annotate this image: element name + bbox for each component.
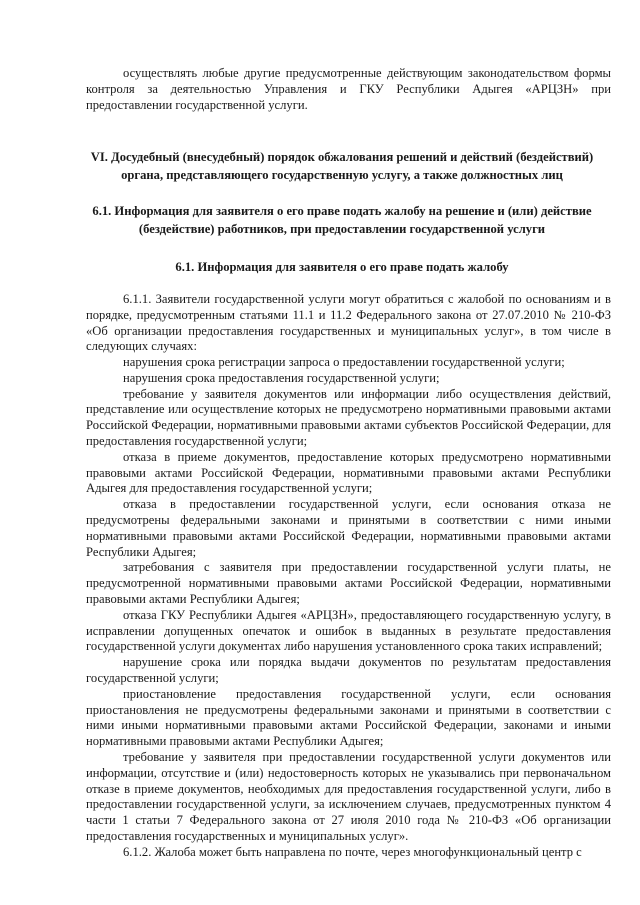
list-item: нарушения срока предоставления государственной услуги; bbox=[123, 370, 440, 385]
complaint-cases-list bbox=[86, 355, 611, 861]
list-item: нарушения срока регистрации запроса о предоставлении государственной услуги; bbox=[123, 355, 565, 369]
paragraph-6-1-1: 6.1.1. Заявители государственной услуги могут обратиться с жалобой по основаниям и в порядке, предусмотренным статьями 11.1 и 11.2 Федерального закона от 27.07.2010 № 210-ФЗ «Об организации предоставления государственных и муниципальных услуг», в том числе в следующих случаях: bbox=[86, 292, 611, 354]
subsection-heading: 6.1. Информация для заявителя о его праве подать жалобу на решение и (или) действие (бездействие) работников, при предоставлении государственной услуги bbox=[92, 204, 592, 236]
list-item: требование у заявителя документов или информации либо осуществления действий, представление или осуществление которых не предусмотрено нормативными правовыми актами Российской Федерации, нормативными правовыми актами субъектов Российской Федерации, для предоставления государственной услуги; bbox=[86, 386, 611, 448]
sub-subsection-heading: 6.1. Информация для заявителя о его праве подать жалобу bbox=[175, 260, 509, 274]
intro-paragraph: осуществлять любые другие предусмотренные действующим законодательством формы контроля за деятельностью Управления и ГКУ Республики Адыгея «АРЦЗН» при предоставлении государственной услуги. bbox=[86, 66, 611, 112]
list-item: приостановление предоставления государственной услуги, если основания приостановления не предусмотрены федеральными законами и принятыми в соответствии с ними иными нормативными правовыми актами Российской Федерации, законами и иными нормативными правовыми актами Республики Адыгея; bbox=[86, 686, 611, 749]
list-item: отказа в приеме документов, предоставление которых предусмотрено нормативными правовыми актами Российской Федерации, нормативными правовыми актами Республики Адыгея для предоставления государственной услуги; bbox=[86, 449, 611, 496]
section-heading: VI. Досудебный (внесудебный) порядок обжалования решений и действий (бездействий) органа, представляющего государственную услугу, а также должностных лиц bbox=[90, 150, 594, 182]
list-item: отказа в предоставлении государственной услуги, если основания отказа не предусмотрены федеральными законами и принятыми в соответствии с ними иными нормативными правовыми актами Российской Федерации, нормативными правовыми актами Республики Адыгея; bbox=[86, 497, 611, 559]
list-item: затребования с заявителя при предоставлении государственной услуги платы, не предусмотренной нормативными правовыми актами Российской Федерации, нормативными правовыми актами Республики Адыгея; bbox=[86, 560, 611, 606]
list-item: требование у заявителя при предоставлении государственной услуги документов или информации, отсутствие и (или) недостоверность которых не указывались при первоначальном отказе в приеме документов, необходимых для предоставления государственной услуги, либо в предоставлении государственной услуги, за исключением случаев, предусмотренных пунктом 4 части 1 статьи 7 Федерального закона от 27 июля 2010 года № 210-ФЗ «Об организации предоставления государственных и муниципальных услуг». bbox=[86, 749, 611, 843]
paragraph-6-1-2: 6.1.2. Жалоба может быть направлена по почте, через многофункциональный центр с bbox=[123, 844, 582, 859]
list-item: отказа ГКУ Республики Адыгея «АРЦЗН», предоставляющего государственную услугу, в исправлении допущенных опечаток и ошибок в выданных в результате предоставления государственной услуги документах либо нарушения установленного срока таких исправлений; bbox=[86, 607, 611, 654]
list-item: нарушение срока или порядка выдачи документов по результатам предоставления государственной услуги; bbox=[86, 655, 611, 685]
